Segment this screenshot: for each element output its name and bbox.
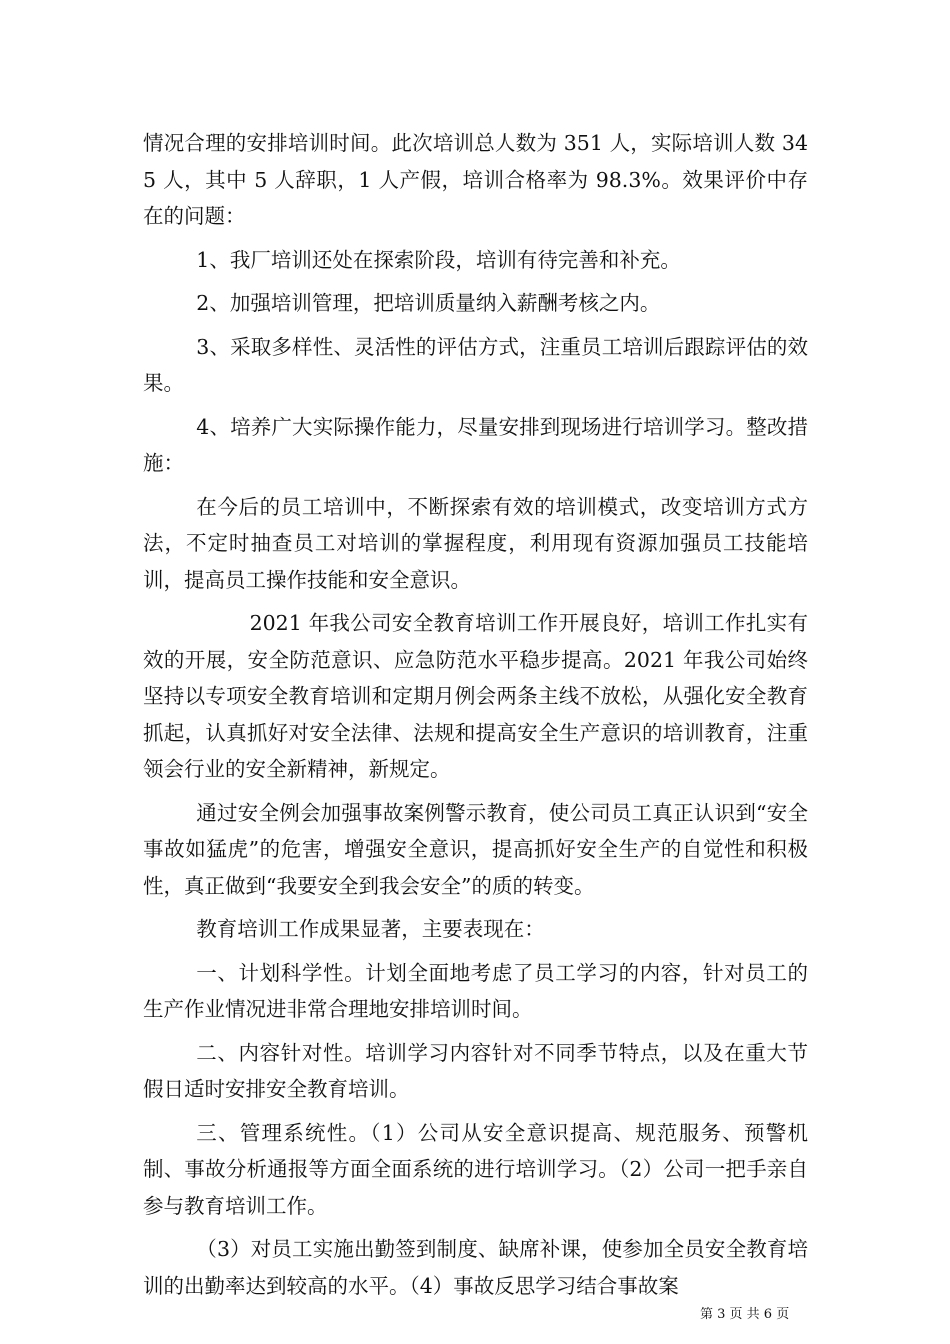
paragraph-2021-summary: 2021 年我公司安全教育培训工作开展良好，培训工作扎实有效的开展，安全防范意识、应急防范水平稳步提高。2021 年我公司始终坚持以专项安全教育培训和定期月例会两条主线不放松，从强化安全教育抓起，认真抓好对安全法律、法规和提高安全生产意识的培训教育，注重领会行业的安全新精神，新规定。	[143, 611, 808, 781]
paragraph-issue-2: 2、加强培训管理，把培训质量纳入薪酬考核之内。	[196, 291, 661, 315]
paragraph-result-1: 一、计划科学性。计划全面地考虑了员工学习的内容，针对员工的生产作业情况进非常合理地安排培训时间。	[143, 960, 808, 1021]
paragraph-issue-4: 4、培养广大实际操作能力，尽量安排到现场进行培训学习。整改措施：	[143, 414, 808, 475]
paragraph-results-intro: 教育培训工作成果显著，主要表现在：	[196, 917, 545, 941]
paragraph-issue-1: 1、我厂培训还处在探索阶段，培训有待完善和补充。	[196, 247, 681, 272]
document-body	[143, 125, 808, 1311]
paragraph-result-3-cont: （3）对员工实施出勤签到制度、缺席补课，使参加全员安全教育培训的出勤率达到较高的水平。（4）事故反思学习结合事故案	[143, 1237, 808, 1298]
page-number: 第 3 页 共 6 页	[700, 1307, 790, 1322]
paragraph-result-2: 二、内容针对性。培训学习内容针对不同季节特点，以及在重大节假日适时安排安全教育培训。	[143, 1040, 808, 1101]
paragraph-rectification: 在今后的员工培训中，不断探索有效的培训模式，改变培训方式方法，不定时抽查员工对培训的掌握程度，利用现有资源加强员工技能培训，提高员工操作技能和安全意识。	[143, 494, 808, 592]
paragraph-issue-3: 3、采取多样性、灵活性的评估方式，注重员工培训后跟踪评估的效果。	[143, 334, 808, 395]
paragraph-training-stats: 情况合理的安排培训时间。此次培训总人数为 351 人，实际培训人数 345 人，其中 5 人辞职，1 人产假，培训合格率为 98.3%。效果评价中存在的问题：	[143, 131, 808, 228]
paragraph-result-3: 三、管理系统性。（1）公司从安全意识提高、规范服务、预警机制、事故分析通报等方面全面系统的进行培训学习。（2）公司一把手亲自参与教育培训工作。	[143, 1120, 808, 1218]
paragraph-safety-meetings: 通过安全例会加强事故案例警示教育，使公司员工真正认识到“安全事故如猛虎”的危害，增强安全意识，提高抓好安全生产的自觉性和积极性，真正做到“我要安全到我会安全”的质的转变。	[143, 800, 808, 898]
